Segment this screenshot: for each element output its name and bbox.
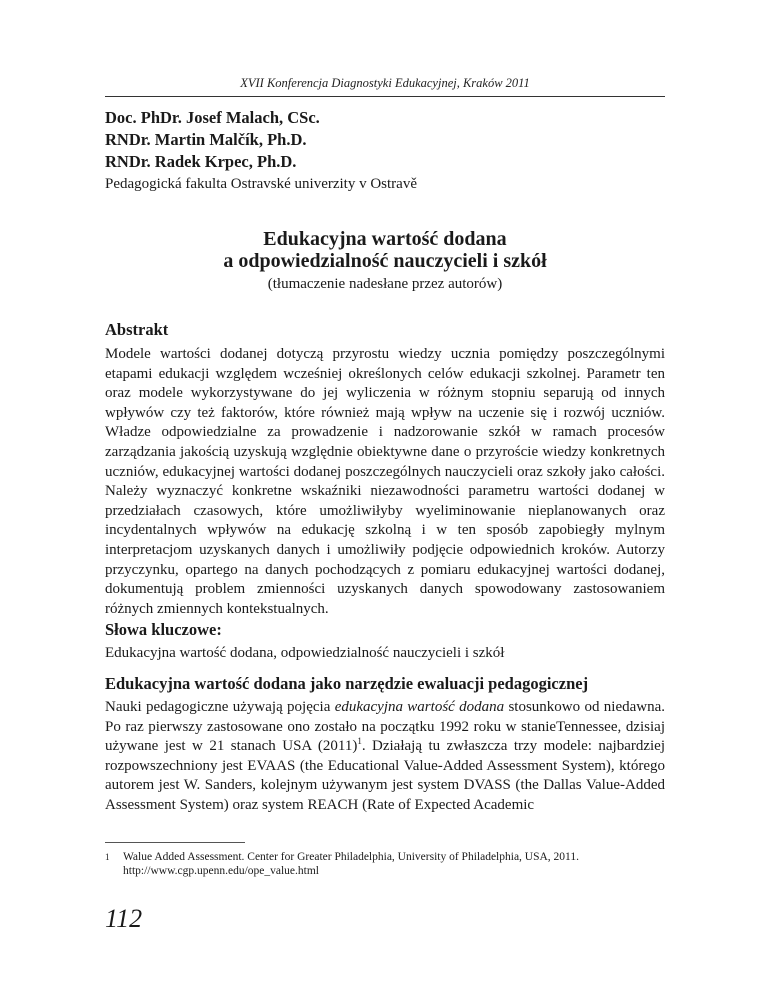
abstract-text: Modele wartości dodanej dotyczą przyrostu wiedzy ucznia pomiędzy poszczególnymi etapami edukacji względem wcześniej określonych celów edukacji szkolnej. Parametr ten oraz modele wykorzystywane do jej wyliczenia w różnym stopniu separują od innych wpływów czy też faktorów, które również mają wpływ na uczenie się i rozwój uczniów. Władze odpowiedzialne za prowadzenie i nadzorowanie szkół w ramach procesów zarządzania jakością uzyskują względnie obiektywne dane o przyroście wiedzy konkretnych uczniów, edukacyjnej wartości dodanej poszczególnych nauczycieli oraz szkoły jako całości. Należy wyznaczyć konkretne wskaźniki niezawodności parametru wartości dodanej w przedziałach czasowych, które umożliwiłyby wyeliminowanie nieplanowanych oraz incydentalnych wpływów na edukację szkolną i w ten sposób zapobiegły mylnym interpretacjom uzyskanych danych i umożliwiły podjęcie odpowiednich kroków. Autorzy przyczynku, opartego na danych pochodzących z pomiaru edukacyjnej wartości dodanej, dokumentują problem zmienności uzyskanych danych spowodowany zastosowaniem różnych zmiennych kontekstualnych. (105, 346, 665, 617)
running-header: XVII Konferencja Diagnostyki Edukacyjnej, Kraków 2011 (240, 76, 530, 90)
header-rule (105, 96, 665, 97)
section-text-part-2: stosunkowo od niedawna. Po raz pierwszy zastosowane ono zostało na początku 1992 roku w stanieTennessee, dzisiaj używane jest w 21 stanach USA (2011) (105, 699, 665, 755)
footnote-number: 1 (105, 852, 110, 862)
page-number: 112 (105, 904, 143, 933)
author-1: Doc. PhDr. Josef Malach, CSc. (105, 108, 320, 127)
affiliation: Pedagogická fakulta Ostravské univerzity v Ostravě (105, 176, 417, 192)
footnote-reference[interactable]: 1 (357, 736, 362, 747)
section-paragraph (105, 698, 665, 816)
title-line-1: Edukacyjna wartość dodana (263, 228, 507, 250)
footnote-text: Walue Added Assessment. Center for Greater Philadelphia, University of Philadelphia, USA, 2011. http://www.cgp.upenn.edu/ope_value.html (123, 851, 580, 877)
authors-block (105, 107, 665, 195)
section-heading: Edukacyjna wartość dodana jako narzędzie ewaluacji pedagogicznej (105, 674, 589, 693)
footnote (105, 850, 665, 878)
section-text-part-1: Nauki pedagogiczne używają pojęcia (105, 699, 335, 715)
section-text-part-3: . Działają tu zwłaszcza trzy modele: najbardziej rozpowszechniony jest EVAAS (the Educational Value-Added Assessment System), którego autorem jest W. Sanders, kolejnym używanym jest system DVASS (the Dallas Value-Added Assessment System) oraz system REACH (Rate of Expected Academic (105, 738, 665, 813)
keywords-text: Edukacyjna wartość dodana, odpowiedzialność nauczycieli i szkół (105, 645, 505, 661)
section-text-emphasis: edukacyjna wartość dodana (334, 699, 505, 715)
author-3: RNDr. Radek Krpec, Ph.D. (105, 152, 297, 171)
footnote-rule (105, 842, 245, 843)
author-2: RNDr. Martin Malčík, Ph.D. (105, 130, 307, 149)
abstract-heading: Abstrakt (105, 320, 169, 339)
title-line-2: a odpowiedzialność nauczycieli i szkół (223, 250, 547, 272)
title-note: (tłumaczenie nadesłane przez autorów) (267, 276, 503, 292)
keywords-heading: Słowa kluczowe: (105, 620, 222, 639)
title-block (105, 228, 665, 295)
